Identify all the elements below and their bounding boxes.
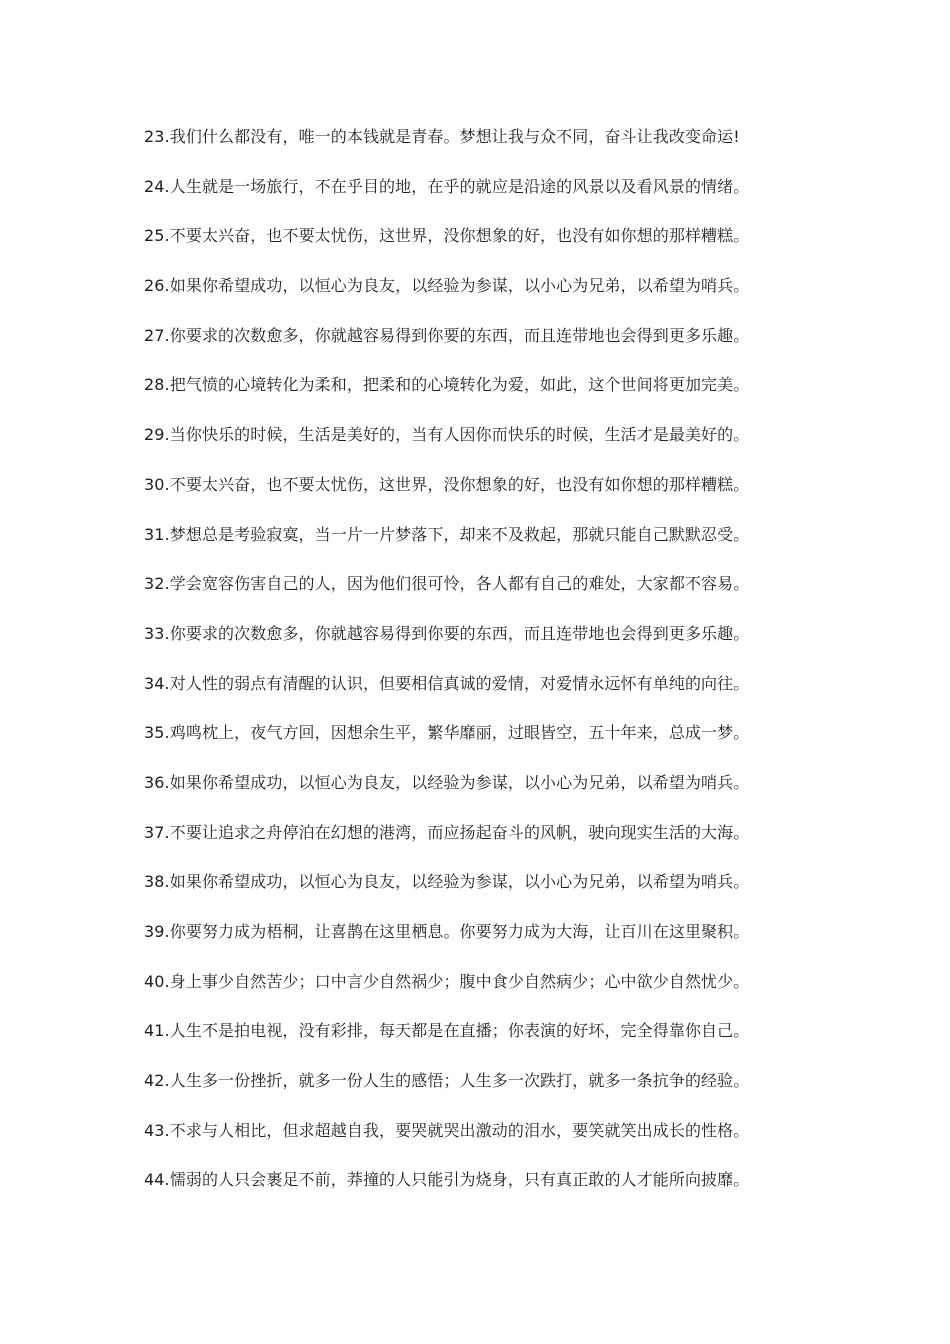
quote-line-29: 29.当你快乐的时候，生活是美好的，当有人因你而快乐的时候，生活才是最美好的。 — [144, 425, 750, 445]
quote-line-25: 25.不要太兴奋，也不要太忧伤，这世界，没你想象的好，也没有如你想的那样糟糕。 — [144, 226, 750, 246]
quote-line-23: 23.我们什么都没有，唯一的本钱就是青春。梦想让我与众不同，奋斗让我改变命运! — [144, 127, 740, 146]
quote-line-41: 41.人生不是拍电视，没有彩排，每天都是在直播；你表演的好坏，完全得靠你自己。 — [144, 1021, 750, 1041]
quote-line-24: 24.人生就是一场旅行，不在乎目的地，在乎的就应是沿途的风景以及看风景的情绪。 — [144, 176, 750, 196]
quote-line-37: 37.不要让追求之舟停泊在幻想的港湾，而应扬起奋斗的风帆，驶向现实生活的大海。 — [144, 822, 750, 842]
quote-list — [144, 124, 924, 1217]
quote-line-30: 30.不要太兴奋，也不要太忧伤，这世界，没你想象的好，也没有如你想的那样糟糕。 — [144, 474, 750, 494]
quote-line-38: 38.如果你希望成功，以恒心为良友，以经验为参谋，以小心为兄弟，以希望为哨兵。 — [144, 872, 750, 892]
quote-line-33: 33.你要求的次数愈多，你就越容易得到你要的东西，而且连带地也会得到更多乐趣。 — [144, 623, 750, 643]
quote-line-44: 44.懦弱的人只会裹足不前，莽撞的人只能引为烧身，只有真正敢的人才能所向披靡。 — [144, 1170, 750, 1190]
quote-line-34: 34.对人性的弱点有清醒的认识，但要相信真诚的爱情，对爱情永远怀有单纯的向往。 — [144, 673, 750, 693]
quote-line-32: 32.学会宽容伤害自己的人，因为他们很可怜，各人都有自己的难处，大家都不容易。 — [144, 574, 750, 594]
quote-line-43: 43.不求与人相比，但求超越自我，要哭就哭出激动的泪水，要笑就笑出成长的性格。 — [144, 1120, 750, 1140]
quote-line-39: 39.你要努力成为梧桐，让喜鹊在这里栖息。你要努力成为大海，让百川在这里聚积。 — [144, 922, 750, 941]
quote-line-36: 36.如果你希望成功，以恒心为良友，以经验为参谋，以小心为兄弟，以希望为哨兵。 — [144, 772, 750, 792]
quote-line-40: 40.身上事少自然苦少；口中言少自然祸少；腹中食少自然病少；心中欲少自然忧少。 — [144, 971, 750, 991]
quote-line-28: 28.把气愤的心境转化为柔和，把柔和的心境转化为爱，如此，这个世间将更加完美。 — [144, 375, 750, 395]
quote-line-42: 42.人生多一份挫折，就多一份人生的感悟；人生多一次跌打，就多一条抗争的经验。 — [144, 1071, 750, 1091]
quote-line-31: 31.梦想总是考验寂寞，当一片一片梦落下，却来不及救起，那就只能自己默默忍受。 — [144, 524, 750, 544]
quote-line-27: 27.你要求的次数愈多，你就越容易得到你要的东西，而且连带地也会得到更多乐趣。 — [144, 325, 750, 345]
quote-line-26: 26.如果你希望成功，以恒心为良友，以经验为参谋，以小心为兄弟，以希望为哨兵。 — [144, 276, 750, 296]
quote-line-35: 35.鸡鸣枕上，夜气方回，因想余生平，繁华靡丽，过眼皆空，五十年来，总成一梦。 — [144, 723, 750, 743]
